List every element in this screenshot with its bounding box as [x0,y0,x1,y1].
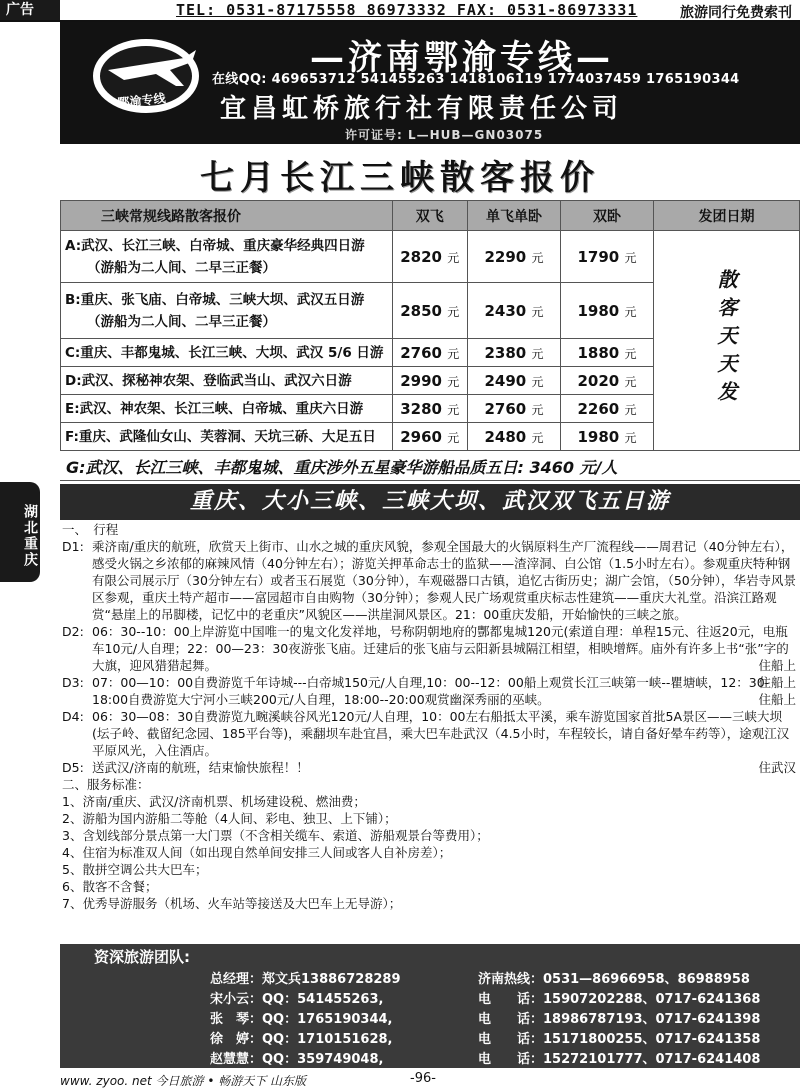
price-cell: 2850 元 [392,283,467,339]
service-item: 2、游船为国内游船二等舱（4人间、彩电、独卫、上下铺）； [62,811,397,826]
header-banner [60,22,800,144]
route-name: A:武汉、长江三峡、白帝城、重庆豪华经典四日游 [65,237,365,254]
price-cell: 2760 元 [392,339,467,367]
contact-row [210,968,800,988]
price-cell: 1980 元 [560,423,653,451]
day-text: 06：30—08：30自费游览九畹溪峡谷风光120元/人自理，10：00左右船抵太平溪，乘车游览国家首批5A景区——三峡大坝(坛子岭、截留纪念园、185平台等)，乘翻坝车赴宜昌，乘大巴车赴武汉（4.5小时，车程较长，请自备好晕车药等），途观江汉平原风光，入住酒店。 [92,709,790,758]
contact-right: 济南热线：0531—86966958、86988958 [478,972,750,987]
price-cell: 1980 元 [560,283,653,339]
contact-right: 电 话：15171800255、0717-6241358 [478,1032,761,1047]
col-route: 三峡常规线路散客报价 [61,201,393,231]
day-text: 06：30--10：00上岸游览中国唯一的鬼文化发祥地，号称阴朝地府的酆都鬼城120元(索道自理：单程15元、往返20元，电瓶车10元/人自理；22：00—23：30夜游张飞庙。迁建后的张飞庙与云阳新县城隔江相望，相映增辉。庙外有许多上书“张”字的大旗，迎风猎猎起舞。 [92,624,789,673]
contact-row [210,1048,800,1068]
section-heading: 二、服务标准： [62,777,150,792]
day-item [62,674,798,708]
departure-text: 散客天天发 [713,268,738,409]
col-double-flight: 双飞 [392,201,467,231]
price-cell: 2380 元 [467,339,560,367]
price-cell: 2990 元 [392,367,467,395]
col-departure: 发团日期 [653,201,799,231]
team-contacts [60,944,800,1068]
page-number: -96- [410,1071,436,1086]
service-item: 3、含划线部分景点第一大门票（不含相关缆车、索道、游船观景台等费用）； [62,828,489,843]
top-strip [0,0,800,22]
service-item: 7、优秀导游服务（机场、火车站等接送及大巴车上无导游）； [62,896,402,911]
route-cell: D:武汉、探秘神农架、登临武当山、武汉六日游 [61,367,393,395]
stay-note: 住武汉 [758,760,796,775]
price-cell: 2430 元 [467,283,560,339]
day-text: 送武汉/济南的航班，结束愉快旅程！！ [92,760,309,775]
day-label: D4: [62,709,84,724]
section-heading: 一、 行程 [62,522,119,537]
service-item: 6、散客不含餐； [62,879,158,894]
price-cell: 1880 元 [560,339,653,367]
ad-label: 广告 [0,0,60,20]
day-text: 07：00—10：00自费游览千年诗城---白帝城150元/人自理,10：00--12：00船上观赏长江三峡第一峡--瞿塘峡，12：30-18:00自费游览大宁河小三峡200元/人自理，18:00--20:00观赏幽深秀丽的巫峡。 [92,675,770,707]
team-heading: 资深旅游团队: [94,948,190,966]
table-row [61,231,800,283]
route-cell [61,231,393,283]
price-cell: 1790 元 [560,231,653,283]
service-item: 4、住宿为标准双人间（如出现自然单间安排三人间或客人自补房差）； [62,845,452,860]
tel-fax: TEL: 0531-87175558 86973332 FAX: 0531-86973331 [176,1,638,19]
price-cell: 2760 元 [467,395,560,423]
price-cell: 3280 元 [392,395,467,423]
premium-offer: G:武汉、长江三峡、丰都鬼城、重庆涉外五星豪华游船品质五日: 3460 元/人 [60,455,800,481]
contact-left: 徐 婷：QQ：1710151628, [210,1032,393,1047]
route-cell: C:重庆、丰都鬼城、长江三峡、大坝、武汉 5/6 日游 [61,339,393,367]
day-label: D2: [62,624,84,639]
tour-title: 重庆、大小三峡、三峡大坝、武汉双飞五日游 [60,484,800,520]
stay-note: 住船上 [758,675,796,690]
day-label: D5: [62,760,84,775]
itinerary [62,521,798,912]
contact-row [210,988,800,1008]
price-cell: 2020 元 [560,367,653,395]
service-item: 1、济南/重庆、武汉/济南机票、机场建设税、燃油费； [62,794,366,809]
day-label: D3: [62,675,84,690]
route-cell [61,283,393,339]
footer-site[interactable]: www. zyoo. net 今日旅游 • 畅游天下 山东版 [60,1074,307,1088]
region-tab[interactable]: 湖北重庆 [0,482,40,582]
license-number: 许可证号: L—HUB—GN03075 [345,128,544,142]
price-cell: 2490 元 [467,367,560,395]
service-item: 5、散拼空调公共大巴车； [62,862,208,877]
day-label: D1: [62,539,84,554]
price-cell: 2960 元 [392,423,467,451]
contact-left: 赵慧慧：QQ：359749048, [210,1052,384,1067]
contact-right: 电 话：15272101777、0717-6241408 [478,1052,761,1067]
price-table-header [61,201,800,231]
stay-note: 住船上 [758,658,796,673]
contact-left: 张 琴：QQ：1765190344, [210,1012,393,1027]
contact-row [210,1008,800,1028]
company-name: 宜昌虹桥旅行社有限责任公司 [220,94,624,124]
page-footer [60,1070,800,1088]
col-double-train: 双卧 [560,201,653,231]
departure-cell [653,231,799,451]
price-cell: 2260 元 [560,395,653,423]
price-cell: 2480 元 [467,423,560,451]
price-table [60,200,800,451]
route-note: （游船为二人间、二早三正餐） [87,259,276,276]
page-title: 七月长江三峡散客报价 [200,158,600,198]
col-flight-train: 单飞单卧 [467,201,560,231]
index-label: 旅游同行免费索刊 [680,5,792,21]
price-cell: 2820 元 [392,231,467,283]
contact-left: 宋小云：QQ：541455263, [210,992,384,1007]
contact-right: 电 话：15907202288、0717-6241368 [478,992,761,1007]
contact-right: 电 话：18986787193、0717-6241398 [478,1012,761,1027]
logo-text: 鄂渝专线 [117,91,167,111]
stay-note: 住船上 [758,692,796,707]
price-cell: 2290 元 [467,231,560,283]
contact-row [210,1028,800,1048]
day-item [62,759,798,776]
route-name: B:重庆、张飞庙、白帝城、三峡大坝、武汉五日游 [65,291,365,308]
route-cell: F:重庆、武隆仙女山、芙蓉洞、天坑三硚、大足五日 [61,423,393,451]
contact-left: 总经理：郑文兵13886728289 [210,972,401,987]
route-note: （游船为二人间、二早三正餐） [87,313,276,330]
banner-title: —济南鄂渝专线— [310,38,614,78]
day-text: 乘济南/重庆的航班，欣赏天上街市、山水之城的重庆风貌，参观全国最大的火锅原料生产厂流程线——周君记（40分钟左右），感受火锅之乡浓郁的麻辣风情（40分钟左右）；游览关押革命志士的监狱——渣滓洞、白公馆（1.5小时左右）。参观重庆特种钢有限公司展示厅（30分钟左右）或者玉石展览（30分钟），车观磁器口古镇，追忆古街历史；湖广会馆，（50分钟），华岩寺风景区参观，重庆土特产超市——富园超市自由购物（30分钟）；参观人民广场观赏重庆标志性建筑——重庆大礼堂。沿滨江路观赏“悬崖上的吊脚楼，记忆中的老重庆”风貌区——洪崖洞风景区。21：00重庆发船，开始愉快的三峡之旅。 [92,539,796,622]
route-cell: E:武汉、神农架、长江三峡、白帝城、重庆六日游 [61,395,393,423]
online-qq: 在线QQ: 469653712 541455263 1418106119 1774037459 1765190344 [212,72,740,87]
airplane-logo-icon [88,28,208,116]
